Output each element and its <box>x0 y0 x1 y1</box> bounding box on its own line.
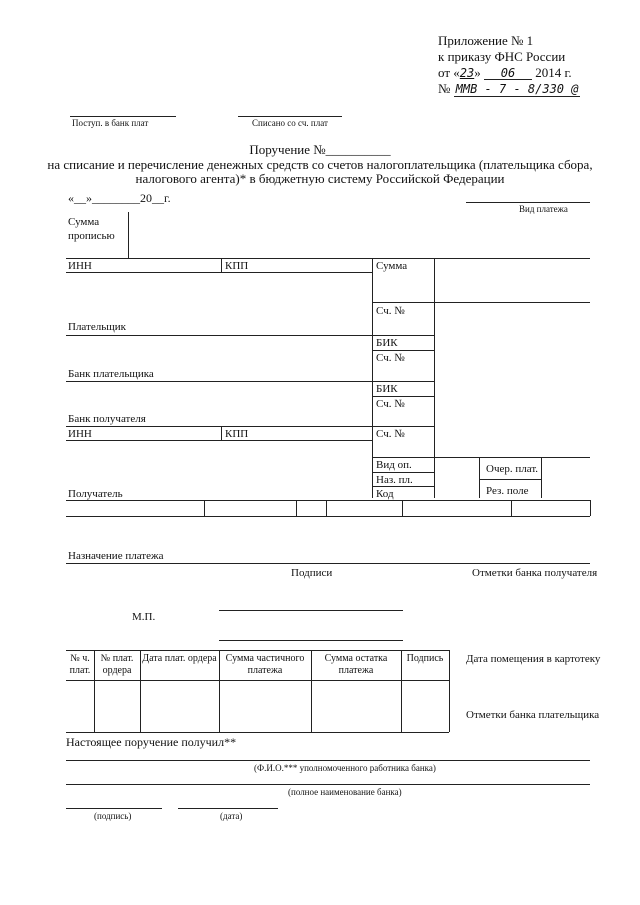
priority-left-divider <box>479 457 480 498</box>
row-line-recipient-inn <box>66 440 372 441</box>
row-line-inn <box>66 258 590 259</box>
priority-right-divider <box>541 457 542 498</box>
appendix-label: Приложение № 1 <box>438 33 534 48</box>
priority-row-line <box>479 479 541 480</box>
received-line <box>70 116 176 117</box>
recipient-bank-account-label: Сч. № <box>376 398 405 410</box>
amount-in-words-label: Сумма прописью <box>68 216 115 242</box>
partial-header-part-no: № ч. плат. <box>69 653 91 676</box>
fio-caption: (Ф.И.О.*** уполномоченного работника банка) <box>254 763 436 773</box>
row-line-op-type <box>372 457 590 458</box>
partial-table-bottom-line <box>66 732 449 733</box>
debited-line <box>238 116 342 117</box>
recipient-account-label: Сч. № <box>376 428 405 440</box>
card-file-date-label: Дата помещения в картотеку <box>466 653 601 665</box>
purpose-code-label: Наз. пл. <box>376 474 413 486</box>
recipient-bank-marks-label: Отметки банка получателя <box>472 567 598 579</box>
order-number-value: ММВ - 7 - 8/330 @ <box>455 82 579 96</box>
recipient-inn-kpp-divider <box>221 426 222 440</box>
row-line-account <box>372 302 590 303</box>
payer-bik-label: БИК <box>376 337 398 349</box>
op-type-label: Вид оп. <box>376 459 412 471</box>
tax-strip-divider-5 <box>511 500 512 516</box>
row-line-recipient-bank <box>66 426 434 427</box>
received-in-bank-label: Поступ. в банк плат <box>72 118 149 128</box>
recipient-bik-label: БИК <box>376 383 398 395</box>
fio-line <box>66 760 590 761</box>
payment-type-label: Вид платежа <box>519 204 568 214</box>
reserve-field-label: Рез. поле <box>486 485 529 497</box>
order-date <box>438 66 572 80</box>
payer-bank-account-label: Сч. № <box>376 352 405 364</box>
date-line: «__»________20__г. <box>68 191 171 205</box>
debited-label: Списано со сч. плат <box>252 118 328 128</box>
order-date-prefix: от « <box>438 65 460 80</box>
page-title: Поручение №__________ <box>249 142 391 157</box>
order-date-mid: » <box>474 65 481 80</box>
recipient-inn-label: ИНН <box>68 428 92 440</box>
row-line-purpose-code <box>372 472 434 473</box>
received-by-label: Настоящее поручение получил** <box>66 735 237 749</box>
tax-strip-divider-2 <box>296 500 297 516</box>
partial-header-order-no: № плат. ордера <box>100 653 134 676</box>
partial-col-divider-6 <box>449 650 450 732</box>
signatures-label: Подписи <box>291 567 333 579</box>
payer-label: Плательщик <box>68 321 126 333</box>
date-footer-line <box>178 808 278 809</box>
partial-header-remaining-sum: Сумма остатка платежа <box>324 653 388 676</box>
order-date-year: 2014 г. <box>535 65 572 80</box>
title-subtitle-2: налогового агента)* в бюджетную систему Российской Федерации <box>135 171 505 186</box>
order-number <box>438 82 580 95</box>
signature-footer-line <box>66 808 162 809</box>
payer-bank-label: Банк плательщика <box>68 368 154 380</box>
partial-header-signature: Подпись <box>406 653 444 664</box>
row-line-payer-bik <box>372 350 434 351</box>
order-number-prefix: № <box>438 81 451 96</box>
signature-line-1 <box>219 610 403 611</box>
payer-account-label: Сч. № <box>376 305 405 317</box>
tax-strip-divider-1 <box>204 500 205 516</box>
payment-purpose-line <box>66 563 590 564</box>
partial-table-header-line <box>66 680 449 681</box>
title-subtitle-1: на списание и перечисление денежных средств со счетов налогоплательщика (плательщика сбора, <box>47 157 593 172</box>
tax-strip-bottom-line <box>66 516 590 517</box>
sum-label: Сумма <box>376 260 408 272</box>
row-line-code <box>372 486 434 487</box>
signature-line-2 <box>219 640 403 641</box>
amount-words-divider <box>128 212 129 258</box>
row-line-inn-bottom <box>66 272 372 273</box>
date-caption: (дата) <box>220 811 243 821</box>
bank-name-line <box>66 784 590 785</box>
tax-strip-divider-4 <box>402 500 403 516</box>
partial-header-order-date: Дата плат. ордера <box>142 653 217 664</box>
payer-bank-marks-label: Отметки банка плательщика <box>466 709 600 721</box>
recipient-bank-label: Банк получателя <box>68 413 146 425</box>
stamp-label: М.П. <box>132 611 156 623</box>
order-reference: к приказу ФНС России <box>438 49 566 64</box>
inn-kpp-divider <box>221 258 222 272</box>
row-line-payer-bank <box>66 381 434 382</box>
payment-purpose-label: Назначение платежа <box>68 550 164 562</box>
payment-type-line <box>466 202 590 203</box>
inn-label: ИНН <box>68 260 92 272</box>
signature-caption: (подпись) <box>94 811 132 821</box>
code-label: Код <box>376 488 394 500</box>
tax-strip-divider-3 <box>326 500 327 516</box>
partial-table-top-line <box>66 650 449 651</box>
bank-name-caption: (полное наименование банка) <box>288 787 402 797</box>
partial-header-partial-sum: Сумма частичного платежа <box>225 653 305 676</box>
main-vertical-divider <box>372 258 373 498</box>
recipient-label: Получатель <box>68 488 123 500</box>
row-line-recipient-bik <box>372 396 434 397</box>
order-date-month: 06 <box>484 67 532 80</box>
priority-label: Очер. плат. <box>486 463 539 475</box>
tax-strip-divider-6 <box>590 500 591 516</box>
recipient-kpp-label: КПП <box>225 428 249 440</box>
kpp-label: КПП <box>225 260 249 272</box>
order-date-day: 23 <box>459 66 475 80</box>
code-column-divider <box>434 258 435 498</box>
row-line-payer <box>66 335 434 336</box>
